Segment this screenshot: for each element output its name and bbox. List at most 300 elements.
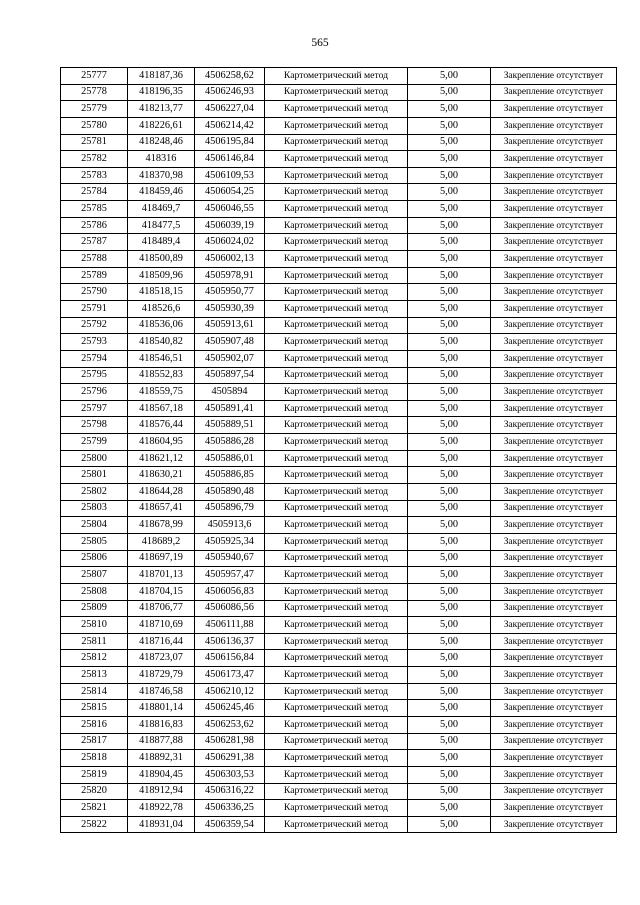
y-coordinate-cell: 4506054,25 — [195, 184, 265, 201]
method-cell: Картометрический метод — [265, 267, 408, 284]
y-coordinate-cell: 4506056,83 — [195, 583, 265, 600]
table-row — [61, 234, 617, 251]
coordinates-table — [60, 67, 617, 833]
x-coordinate-cell: 418931,04 — [128, 816, 195, 833]
y-coordinate-cell: 4506173,47 — [195, 667, 265, 684]
accuracy-cell: 5,00 — [408, 417, 491, 434]
fixation-status-cell: Закрепление отсутствует — [491, 184, 617, 201]
x-coordinate-cell: 418657,41 — [128, 500, 195, 517]
y-coordinate-cell: 4505886,85 — [195, 467, 265, 484]
y-coordinate-cell: 4506086,56 — [195, 600, 265, 617]
x-coordinate-cell: 418644,28 — [128, 484, 195, 501]
point-number-cell: 25804 — [61, 517, 128, 534]
point-number-cell: 25780 — [61, 117, 128, 134]
table-row — [61, 533, 617, 550]
fixation-status-cell: Закрепление отсутствует — [491, 467, 617, 484]
table-row — [61, 167, 617, 184]
fixation-status-cell: Закрепление отсутствует — [491, 234, 617, 251]
y-coordinate-cell: 4506291,38 — [195, 750, 265, 767]
method-cell: Картометрический метод — [265, 167, 408, 184]
table-row — [61, 134, 617, 151]
y-coordinate-cell: 4506136,37 — [195, 633, 265, 650]
method-cell: Картометрический метод — [265, 750, 408, 767]
accuracy-cell: 5,00 — [408, 650, 491, 667]
point-number-cell: 25811 — [61, 633, 128, 650]
accuracy-cell: 5,00 — [408, 450, 491, 467]
table-row — [61, 367, 617, 384]
accuracy-cell: 5,00 — [408, 700, 491, 717]
point-number-cell: 25782 — [61, 151, 128, 168]
fixation-status-cell: Закрепление отсутствует — [491, 367, 617, 384]
method-cell: Картометрический метод — [265, 700, 408, 717]
y-coordinate-cell: 4506253,62 — [195, 716, 265, 733]
y-coordinate-cell: 4505889,51 — [195, 417, 265, 434]
y-coordinate-cell: 4505925,34 — [195, 533, 265, 550]
method-cell: Картометрический метод — [265, 367, 408, 384]
x-coordinate-cell: 418536,06 — [128, 317, 195, 334]
x-coordinate-cell: 418509,96 — [128, 267, 195, 284]
fixation-status-cell: Закрепление отсутствует — [491, 766, 617, 783]
x-coordinate-cell: 418922,78 — [128, 800, 195, 817]
x-coordinate-cell: 418546,51 — [128, 350, 195, 367]
point-number-cell: 25800 — [61, 450, 128, 467]
point-number-cell: 25815 — [61, 700, 128, 717]
fixation-status-cell: Закрепление отсутствует — [491, 300, 617, 317]
table-row — [61, 267, 617, 284]
y-coordinate-cell: 4505902,07 — [195, 350, 265, 367]
fixation-status-cell: Закрепление отсутствует — [491, 417, 617, 434]
accuracy-cell: 5,00 — [408, 217, 491, 234]
table-row — [61, 84, 617, 101]
accuracy-cell: 5,00 — [408, 517, 491, 534]
accuracy-cell: 5,00 — [408, 434, 491, 451]
accuracy-cell: 5,00 — [408, 300, 491, 317]
table-row — [61, 68, 617, 85]
fixation-status-cell: Закрепление отсутствует — [491, 683, 617, 700]
point-number-cell: 25786 — [61, 217, 128, 234]
accuracy-cell: 5,00 — [408, 151, 491, 168]
method-cell: Картометрический метод — [265, 567, 408, 584]
table-row — [61, 201, 617, 218]
accuracy-cell: 5,00 — [408, 234, 491, 251]
point-number-cell: 25805 — [61, 533, 128, 550]
method-cell: Картометрический метод — [265, 500, 408, 517]
accuracy-cell: 5,00 — [408, 667, 491, 684]
y-coordinate-cell: 4506303,53 — [195, 766, 265, 783]
x-coordinate-cell: 418904,45 — [128, 766, 195, 783]
table-row — [61, 583, 617, 600]
accuracy-cell: 5,00 — [408, 367, 491, 384]
accuracy-cell: 5,00 — [408, 317, 491, 334]
fixation-status-cell: Закрепление отсутствует — [491, 167, 617, 184]
accuracy-cell: 5,00 — [408, 484, 491, 501]
table-row — [61, 117, 617, 134]
point-number-cell: 25795 — [61, 367, 128, 384]
fixation-status-cell: Закрепление отсутствует — [491, 117, 617, 134]
table-row — [61, 217, 617, 234]
accuracy-cell: 5,00 — [408, 583, 491, 600]
x-coordinate-cell: 418500,89 — [128, 251, 195, 268]
y-coordinate-cell: 4506002,13 — [195, 251, 265, 268]
fixation-status-cell: Закрепление отсутствует — [491, 650, 617, 667]
table-row — [61, 617, 617, 634]
y-coordinate-cell: 4505890,48 — [195, 484, 265, 501]
method-cell: Картометрический метод — [265, 450, 408, 467]
accuracy-cell: 5,00 — [408, 201, 491, 218]
x-coordinate-cell: 418729,79 — [128, 667, 195, 684]
x-coordinate-cell: 418689,2 — [128, 533, 195, 550]
y-coordinate-cell: 4506156,84 — [195, 650, 265, 667]
fixation-status-cell: Закрепление отсутствует — [491, 600, 617, 617]
x-coordinate-cell: 418697,19 — [128, 550, 195, 567]
accuracy-cell: 5,00 — [408, 334, 491, 351]
method-cell: Картометрический метод — [265, 816, 408, 833]
accuracy-cell: 5,00 — [408, 766, 491, 783]
x-coordinate-cell: 418710,69 — [128, 617, 195, 634]
table-row — [61, 251, 617, 268]
fixation-status-cell: Закрепление отсутствует — [491, 633, 617, 650]
method-cell: Картометрический метод — [265, 134, 408, 151]
fixation-status-cell: Закрепление отсутствует — [491, 783, 617, 800]
table-row — [61, 550, 617, 567]
table-row — [61, 766, 617, 783]
method-cell: Картометрический метод — [265, 600, 408, 617]
table-row — [61, 400, 617, 417]
accuracy-cell: 5,00 — [408, 533, 491, 550]
method-cell: Картометрический метод — [265, 783, 408, 800]
fixation-status-cell: Закрепление отсутствует — [491, 700, 617, 717]
method-cell: Картометрический метод — [265, 234, 408, 251]
x-coordinate-cell: 418370,98 — [128, 167, 195, 184]
point-number-cell: 25820 — [61, 783, 128, 800]
x-coordinate-cell: 418746,58 — [128, 683, 195, 700]
x-coordinate-cell: 418604,95 — [128, 434, 195, 451]
table-row — [61, 184, 617, 201]
accuracy-cell: 5,00 — [408, 567, 491, 584]
y-coordinate-cell: 4505896,79 — [195, 500, 265, 517]
y-coordinate-cell: 4506245,46 — [195, 700, 265, 717]
fixation-status-cell: Закрепление отсутствует — [491, 800, 617, 817]
method-cell: Картометрический метод — [265, 151, 408, 168]
fixation-status-cell: Закрепление отсутствует — [491, 68, 617, 85]
accuracy-cell: 5,00 — [408, 750, 491, 767]
table-row — [61, 384, 617, 401]
y-coordinate-cell: 4506227,04 — [195, 101, 265, 118]
y-coordinate-cell: 4505930,39 — [195, 300, 265, 317]
point-number-cell: 25817 — [61, 733, 128, 750]
x-coordinate-cell: 418678,99 — [128, 517, 195, 534]
fixation-status-cell: Закрепление отсутствует — [491, 334, 617, 351]
point-number-cell: 25807 — [61, 567, 128, 584]
method-cell: Картометрический метод — [265, 583, 408, 600]
point-number-cell: 25790 — [61, 284, 128, 301]
fixation-status-cell: Закрепление отсутствует — [491, 384, 617, 401]
point-number-cell: 25785 — [61, 201, 128, 218]
y-coordinate-cell: 4505897,54 — [195, 367, 265, 384]
table-row — [61, 434, 617, 451]
point-number-cell: 25812 — [61, 650, 128, 667]
method-cell: Картометрический метод — [265, 400, 408, 417]
y-coordinate-cell: 4506258,62 — [195, 68, 265, 85]
x-coordinate-cell: 418489,4 — [128, 234, 195, 251]
fixation-status-cell: Закрепление отсутствует — [491, 816, 617, 833]
table-row — [61, 650, 617, 667]
x-coordinate-cell: 418469,7 — [128, 201, 195, 218]
method-cell: Картометрический метод — [265, 284, 408, 301]
method-cell: Картометрический метод — [265, 633, 408, 650]
table-row — [61, 683, 617, 700]
accuracy-cell: 5,00 — [408, 617, 491, 634]
x-coordinate-cell: 418213,77 — [128, 101, 195, 118]
table-row — [61, 417, 617, 434]
accuracy-cell: 5,00 — [408, 400, 491, 417]
table-row — [61, 101, 617, 118]
accuracy-cell: 5,00 — [408, 284, 491, 301]
point-number-cell: 25798 — [61, 417, 128, 434]
point-number-cell: 25822 — [61, 816, 128, 833]
y-coordinate-cell: 4506316,22 — [195, 783, 265, 800]
y-coordinate-cell: 4506046,55 — [195, 201, 265, 218]
x-coordinate-cell: 418559,75 — [128, 384, 195, 401]
accuracy-cell: 5,00 — [408, 716, 491, 733]
point-number-cell: 25789 — [61, 267, 128, 284]
y-coordinate-cell: 4506146,84 — [195, 151, 265, 168]
method-cell: Картометрический метод — [265, 716, 408, 733]
y-coordinate-cell: 4506109,53 — [195, 167, 265, 184]
table-row — [61, 816, 617, 833]
table-row — [61, 484, 617, 501]
table-row — [61, 600, 617, 617]
x-coordinate-cell: 418248,46 — [128, 134, 195, 151]
x-coordinate-cell: 418706,77 — [128, 600, 195, 617]
table-row — [61, 783, 617, 800]
accuracy-cell: 5,00 — [408, 167, 491, 184]
y-coordinate-cell: 4505913,61 — [195, 317, 265, 334]
table-row — [61, 317, 617, 334]
point-number-cell: 25808 — [61, 583, 128, 600]
y-coordinate-cell: 4506210,12 — [195, 683, 265, 700]
method-cell: Картометрический метод — [265, 733, 408, 750]
point-number-cell: 25806 — [61, 550, 128, 567]
table-row — [61, 151, 617, 168]
method-cell: Картометрический метод — [265, 68, 408, 85]
accuracy-cell: 5,00 — [408, 350, 491, 367]
fixation-status-cell: Закрепление отсутствует — [491, 151, 617, 168]
table-row — [61, 633, 617, 650]
point-number-cell: 25788 — [61, 251, 128, 268]
y-coordinate-cell: 4505950,77 — [195, 284, 265, 301]
y-coordinate-cell: 4505886,01 — [195, 450, 265, 467]
accuracy-cell: 5,00 — [408, 683, 491, 700]
point-number-cell: 25801 — [61, 467, 128, 484]
y-coordinate-cell: 4506195,84 — [195, 134, 265, 151]
x-coordinate-cell: 418540,82 — [128, 334, 195, 351]
point-number-cell: 25803 — [61, 500, 128, 517]
x-coordinate-cell: 418816,83 — [128, 716, 195, 733]
y-coordinate-cell: 4505978,91 — [195, 267, 265, 284]
table-row — [61, 800, 617, 817]
y-coordinate-cell: 4505913,6 — [195, 517, 265, 534]
x-coordinate-cell: 418704,15 — [128, 583, 195, 600]
y-coordinate-cell: 4505940,67 — [195, 550, 265, 567]
x-coordinate-cell: 418701,13 — [128, 567, 195, 584]
accuracy-cell: 5,00 — [408, 267, 491, 284]
y-coordinate-cell: 4506359,54 — [195, 816, 265, 833]
x-coordinate-cell: 418630,21 — [128, 467, 195, 484]
y-coordinate-cell: 4506111,88 — [195, 617, 265, 634]
point-number-cell: 25784 — [61, 184, 128, 201]
x-coordinate-cell: 418196,35 — [128, 84, 195, 101]
table-row — [61, 517, 617, 534]
method-cell: Картометрический метод — [265, 184, 408, 201]
accuracy-cell: 5,00 — [408, 384, 491, 401]
fixation-status-cell: Закрепление отсутствует — [491, 617, 617, 634]
fixation-status-cell: Закрепление отсутствует — [491, 217, 617, 234]
x-coordinate-cell: 418459,46 — [128, 184, 195, 201]
fixation-status-cell: Закрепление отсутствует — [491, 550, 617, 567]
y-coordinate-cell: 4506039,19 — [195, 217, 265, 234]
point-number-cell: 25799 — [61, 434, 128, 451]
x-coordinate-cell: 418552,83 — [128, 367, 195, 384]
method-cell: Картометрический метод — [265, 484, 408, 501]
x-coordinate-cell: 418567,18 — [128, 400, 195, 417]
table-row — [61, 467, 617, 484]
fixation-status-cell: Закрепление отсутствует — [491, 716, 617, 733]
fixation-status-cell: Закрепление отсутствует — [491, 251, 617, 268]
method-cell: Картометрический метод — [265, 384, 408, 401]
point-number-cell: 25809 — [61, 600, 128, 617]
fixation-status-cell: Закрепление отсутствует — [491, 484, 617, 501]
accuracy-cell: 5,00 — [408, 68, 491, 85]
accuracy-cell: 5,00 — [408, 733, 491, 750]
x-coordinate-cell: 418723,07 — [128, 650, 195, 667]
fixation-status-cell: Закрепление отсутствует — [491, 750, 617, 767]
fixation-status-cell: Закрепление отсутствует — [491, 84, 617, 101]
fixation-status-cell: Закрепление отсутствует — [491, 400, 617, 417]
point-number-cell: 25783 — [61, 167, 128, 184]
table-row — [61, 750, 617, 767]
point-number-cell: 25778 — [61, 84, 128, 101]
fixation-status-cell: Закрепление отсутствует — [491, 134, 617, 151]
point-number-cell: 25777 — [61, 68, 128, 85]
accuracy-cell: 5,00 — [408, 600, 491, 617]
y-coordinate-cell: 4506024,02 — [195, 234, 265, 251]
point-number-cell: 25791 — [61, 300, 128, 317]
point-number-cell: 25821 — [61, 800, 128, 817]
method-cell: Картометрический метод — [265, 467, 408, 484]
table-row — [61, 716, 617, 733]
method-cell: Картометрический метод — [265, 334, 408, 351]
x-coordinate-cell: 418518,15 — [128, 284, 195, 301]
x-coordinate-cell: 418526,6 — [128, 300, 195, 317]
point-number-cell: 25796 — [61, 384, 128, 401]
x-coordinate-cell: 418716,44 — [128, 633, 195, 650]
method-cell: Картометрический метод — [265, 434, 408, 451]
point-number-cell: 25802 — [61, 484, 128, 501]
y-coordinate-cell: 4505907,48 — [195, 334, 265, 351]
accuracy-cell: 5,00 — [408, 117, 491, 134]
method-cell: Картометрический метод — [265, 201, 408, 218]
fixation-status-cell: Закрепление отсутствует — [491, 350, 617, 367]
method-cell: Картометрический метод — [265, 800, 408, 817]
accuracy-cell: 5,00 — [408, 800, 491, 817]
method-cell: Картометрический метод — [265, 117, 408, 134]
method-cell: Картометрический метод — [265, 550, 408, 567]
x-coordinate-cell: 418576,44 — [128, 417, 195, 434]
x-coordinate-cell: 418226,61 — [128, 117, 195, 134]
fixation-status-cell: Закрепление отсутствует — [491, 733, 617, 750]
fixation-status-cell: Закрепление отсутствует — [491, 450, 617, 467]
accuracy-cell: 5,00 — [408, 816, 491, 833]
fixation-status-cell: Закрепление отсутствует — [491, 201, 617, 218]
point-number-cell: 25819 — [61, 766, 128, 783]
accuracy-cell: 5,00 — [408, 783, 491, 800]
coordinates-table-body — [61, 68, 617, 833]
fixation-status-cell: Закрепление отсутствует — [491, 517, 617, 534]
table-row — [61, 334, 617, 351]
method-cell: Картометрический метод — [265, 300, 408, 317]
point-number-cell: 25794 — [61, 350, 128, 367]
fixation-status-cell: Закрепление отсутствует — [491, 583, 617, 600]
fixation-status-cell: Закрепление отсутствует — [491, 284, 617, 301]
x-coordinate-cell: 418477,5 — [128, 217, 195, 234]
method-cell: Картометрический метод — [265, 650, 408, 667]
point-number-cell: 25779 — [61, 101, 128, 118]
point-number-cell: 25787 — [61, 234, 128, 251]
accuracy-cell: 5,00 — [408, 633, 491, 650]
point-number-cell: 25818 — [61, 750, 128, 767]
table-row — [61, 350, 617, 367]
accuracy-cell: 5,00 — [408, 134, 491, 151]
fixation-status-cell: Закрепление отсутствует — [491, 667, 617, 684]
method-cell: Картометрический метод — [265, 683, 408, 700]
fixation-status-cell: Закрепление отсутствует — [491, 567, 617, 584]
x-coordinate-cell: 418187,36 — [128, 68, 195, 85]
accuracy-cell: 5,00 — [408, 550, 491, 567]
x-coordinate-cell: 418316 — [128, 151, 195, 168]
method-cell: Картометрический метод — [265, 251, 408, 268]
method-cell: Картометрический метод — [265, 84, 408, 101]
accuracy-cell: 5,00 — [408, 251, 491, 268]
table-row — [61, 300, 617, 317]
x-coordinate-cell: 418801,14 — [128, 700, 195, 717]
table-row — [61, 667, 617, 684]
fixation-status-cell: Закрепление отсутствует — [491, 101, 617, 118]
method-cell: Картометрический метод — [265, 617, 408, 634]
page-number: 565 — [311, 37, 329, 49]
method-cell: Картометрический метод — [265, 667, 408, 684]
method-cell: Картометрический метод — [265, 766, 408, 783]
accuracy-cell: 5,00 — [408, 101, 491, 118]
x-coordinate-cell: 418912,94 — [128, 783, 195, 800]
point-number-cell: 25816 — [61, 716, 128, 733]
y-coordinate-cell: 4506214,42 — [195, 117, 265, 134]
y-coordinate-cell: 4505891,41 — [195, 400, 265, 417]
table-row — [61, 733, 617, 750]
point-number-cell: 25781 — [61, 134, 128, 151]
table-row — [61, 500, 617, 517]
x-coordinate-cell: 418892,31 — [128, 750, 195, 767]
point-number-cell: 25792 — [61, 317, 128, 334]
y-coordinate-cell: 4506246,93 — [195, 84, 265, 101]
x-coordinate-cell: 418621,12 — [128, 450, 195, 467]
y-coordinate-cell: 4505894 — [195, 384, 265, 401]
accuracy-cell: 5,00 — [408, 184, 491, 201]
method-cell: Картометрический метод — [265, 101, 408, 118]
y-coordinate-cell: 4505957,47 — [195, 567, 265, 584]
fixation-status-cell: Закрепление отсутствует — [491, 533, 617, 550]
method-cell: Картометрический метод — [265, 533, 408, 550]
